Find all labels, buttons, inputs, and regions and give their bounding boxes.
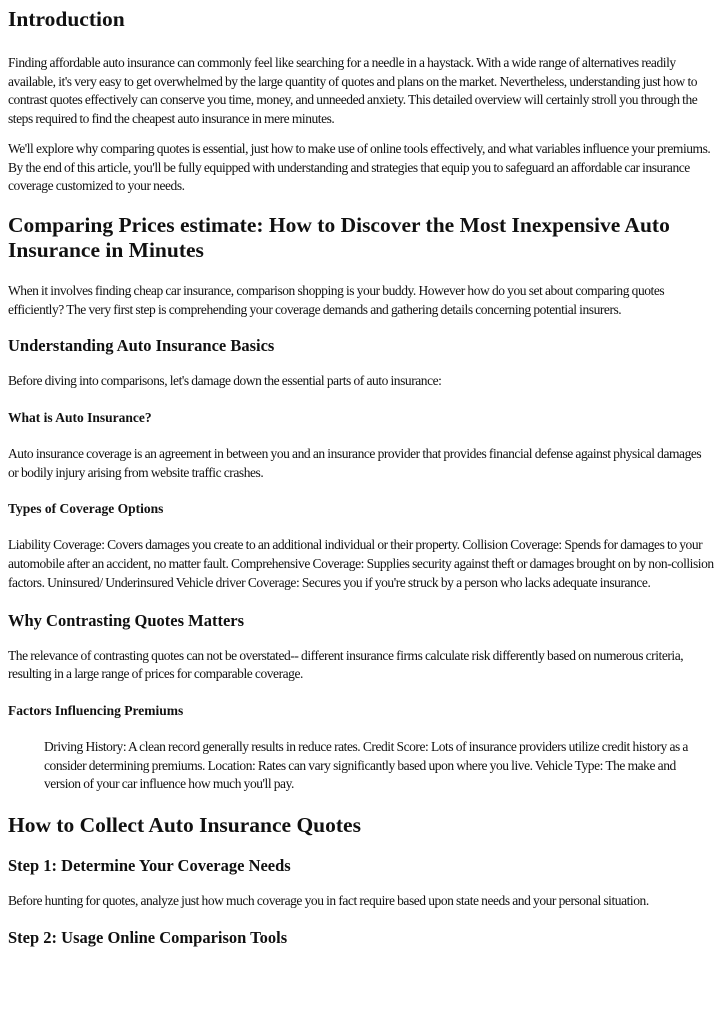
intro-heading: Introduction bbox=[8, 7, 125, 31]
basics-paragraph: Before diving into comparisons, let's damage down the essential parts of auto insurance: bbox=[8, 373, 442, 389]
step2-heading: Step 2: Usage Online Comparison Tools bbox=[8, 927, 288, 947]
what-is-paragraph: Auto insurance coverage is an agreement in between you and an insurance provider that provides financial defense against physical damages or bodily injury arising from website traffic crashes. bbox=[8, 446, 702, 480]
why-paragraph: The relevance of contrasting quotes can not be overstated-- different insurance firms calculate risk differently based on numerous criteria, resulting in a large range of prices for comparable coverage. bbox=[8, 647, 684, 682]
factors-paragraph: Driving History: A clean record generally results in reduce rates. Credit Score: Lots of insurance providers utilize credit history as a consider determining premiums. Location: Rates can vary significantly based upon where you live. Vehicle Type: The make and version of your car influence how much you'll pay. bbox=[44, 738, 688, 792]
collect-heading: How to Collect Auto Insurance Quotes bbox=[8, 813, 361, 838]
what-is-heading: What is Auto Insurance? bbox=[8, 410, 152, 426]
basics-heading: Understanding Auto Insurance Basics bbox=[8, 336, 275, 356]
intro-paragraph-2: We'll explore why comparing quotes is essential, just how to make use of online tools effectively, and what variables influence your premiums. By the end of this article, you'll be fully equipped with understanding and strategies that equip you to safeguard an affordable car insurance coverage customized to your needs. bbox=[8, 140, 711, 194]
factors-heading: Factors Influencing Premiums bbox=[8, 702, 184, 718]
types-paragraph: Liability Coverage: Covers damages you create to an additional individual or their property. Collision Coverage: Spends for damages to your automobile after an accident, no matter fault. Comprehensive Coverage: Supplies security against theft or damages brought on by non-collision factors. Uninsured/ Underinsured Vehicle driver Coverage: Secures you if you're struck by a person who lacks adequate insurance. bbox=[8, 537, 714, 590]
why-heading: Why Contrasting Quotes Matters bbox=[8, 610, 245, 630]
compare-paragraph: When it involves finding cheap car insurance, comparison shopping is your buddy. However how do you set about comparing quotes efficiently? The very first step is comprehending your coverage demands and gathering details concerning potential insurers. bbox=[8, 282, 665, 317]
step1-heading: Step 1: Determine Your Coverage Needs bbox=[8, 856, 291, 876]
article bbox=[0, 7, 714, 948]
intro-paragraph-1: Finding affordable auto insurance can commonly feel like searching for a needle in a haystack. With a wide range of alternatives readily available, it's very easy to get overwhelmed by the large quantity of quotes and plans on the market. Nevertheless, understanding just how to contrast quotes effectively can conserve you time, money, and unneeded anxiety. This detailed overview will certainly stroll you through the steps required to find the cheapest auto insurance in mere minutes. bbox=[8, 55, 698, 127]
step1-paragraph: Before hunting for quotes, analyze just how much coverage you in fact require based upon state needs and your personal situation. bbox=[8, 893, 649, 909]
compare-heading: Comparing Prices estimate: How to Discover the Most Inexpensive Auto Insurance in Minutes bbox=[8, 212, 670, 262]
types-heading: Types of Coverage Options bbox=[8, 501, 164, 517]
